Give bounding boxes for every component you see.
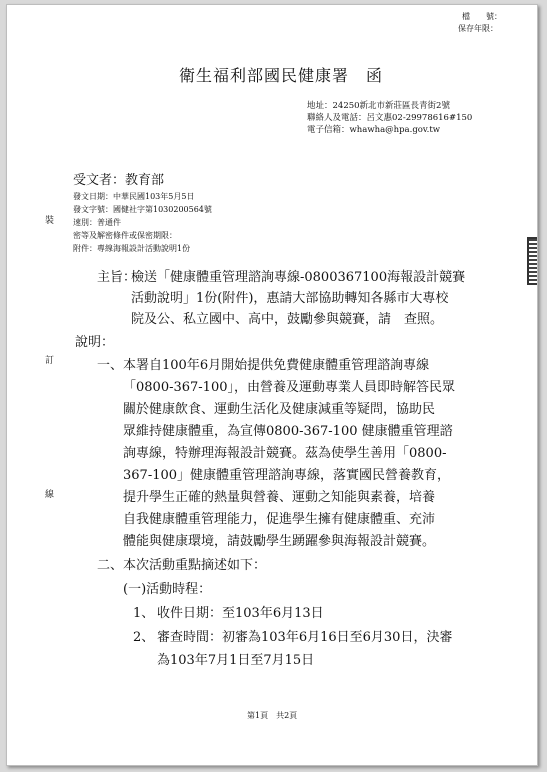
entry1-number: 1、	[133, 606, 155, 621]
contact-person: 聯絡人及電話：呂文惠02-29978616#150	[307, 113, 473, 123]
speed-class: 速別：普通件	[73, 218, 121, 227]
entry2-continuation: 為103年7月1日至7月15日	[157, 653, 315, 668]
attachment-note: 附件：專線海報設計活動說明1份	[73, 244, 191, 253]
binding-mark-line: 線	[45, 490, 55, 500]
retention-label: 保存年限：	[458, 24, 498, 33]
binding-mark-order: 訂	[45, 356, 55, 366]
item1-line-1: 本署自100年6月開始提供免費健康體重管理諮詢專線	[123, 358, 430, 373]
item1-line-7: 提升學生正確的熱量與營養、運動之知能與素養，培養	[123, 490, 436, 505]
item1-number: 一、	[97, 358, 124, 373]
entry2-text: 審查時間：初審為103年6月16日至6月30日，決審	[157, 630, 453, 645]
recipient: 受文者：教育部	[73, 173, 165, 188]
item1-line-9: 體能與健康環境，請鼓勵學生踴躍參與海報設計競賽。	[123, 534, 436, 549]
item2-number: 二、	[97, 558, 124, 573]
item1-line-2: 「0800-367-100」，由營養及運動專業人員即時解答民眾	[123, 380, 455, 395]
document-page	[6, 4, 538, 766]
subject-line-2: 活動說明」1份(附件)，惠請大部協助轉知各縣市大專校	[131, 291, 449, 306]
item1-line-6: 367-100」健康體重管理諮詢專線，落實國民營養教育，	[123, 468, 451, 483]
entry2-number: 2、	[133, 630, 155, 645]
page-footer: 第1頁 共2頁	[247, 711, 298, 720]
stamp-seal	[527, 237, 538, 285]
item1-line-3: 關於健康飲食、運動生活化及健康減重等疑問，協助民	[123, 402, 436, 417]
subject-line-1: 檢送「健康體重管理諮詢專線-0800367100海報設計競賽	[131, 270, 466, 285]
secrecy-level: 密等及解密條件或保密期限：	[73, 231, 177, 240]
doc-number: 發文字號：國健社字第1030200564號	[73, 205, 212, 214]
binding-mark-bind: 裝	[45, 216, 55, 226]
contact-email: 電子信箱：whawha@hpa.gov.tw	[307, 125, 441, 135]
explanation-label: 說明：	[75, 335, 115, 350]
contact-address: 地址：24250新北市新莊區長青街2號	[307, 101, 450, 111]
entry1-text: 收件日期：至103年6月13日	[157, 606, 324, 621]
item1-line-5: 詢專線，特辦理海報設計競賽。茲為使學生善用「0800-	[123, 446, 447, 461]
agency-title: 衛生福利部國民健康署 函	[179, 66, 384, 85]
item2-sub1: (一)活動時程：	[123, 582, 212, 597]
issue-date: 發文日期：中華民國103年5月5日	[73, 192, 195, 201]
subject-line-3: 院及公、私立國中、高中，鼓勵參與競賽，請 查照。	[131, 312, 444, 327]
subject-label: 主旨：	[97, 270, 137, 285]
file-no-label: 檔 號：	[462, 12, 502, 21]
item1-line-4: 眾維持健康體重，為宣傳0800-367-100 健康體重管理諮	[123, 424, 453, 439]
item1-line-8: 自我健康體重管理能力，促進學生擁有健康體重、充沛	[123, 512, 436, 527]
item2-text: 本次活動重點摘述如下：	[123, 558, 267, 573]
